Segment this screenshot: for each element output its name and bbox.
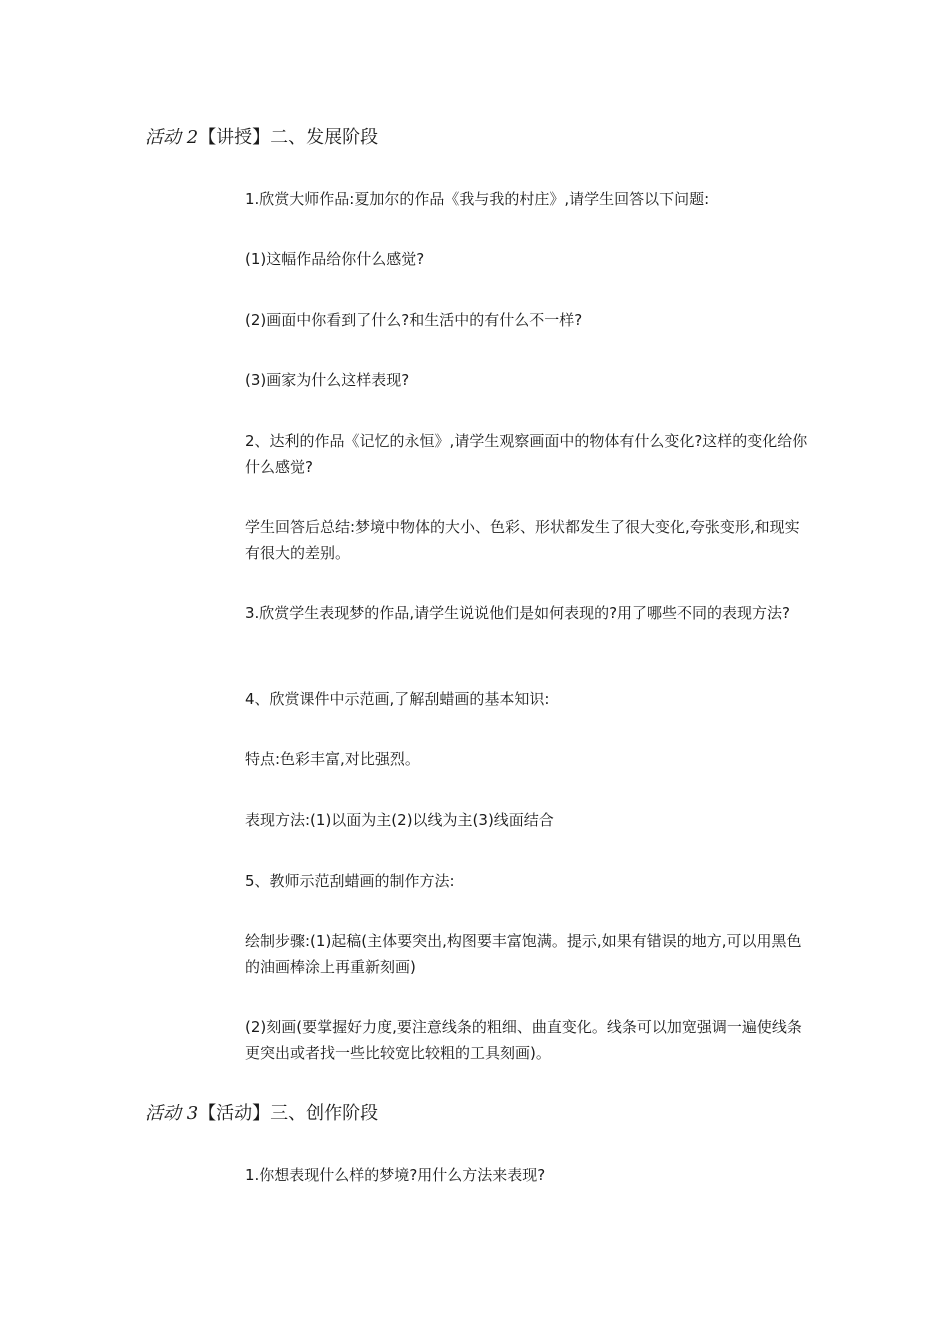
paragraph-steps: 绘制步骤:(1)起稿(主体要突出,构图要丰富饱满。提示,如果有错误的地方,可以用黑色的油画棒涂上再重新刻画): [245, 932, 802, 976]
paragraph-question-1: (1)这幅作品给你什么感觉?: [245, 250, 425, 268]
paragraph-methods: 表现方法:(1)以面为主(2)以线为主(3)线面结合: [245, 811, 554, 829]
paragraph-4: 4、欣赏课件中示范画,了解刮蜡画的基本知识:: [245, 690, 550, 708]
section-heading-activity-2: [145, 126, 378, 150]
paragraph-3: 3.欣赏学生表现梦的作品,请学生说说他们是如何表现的?用了哪些不同的表现方法?: [245, 604, 791, 622]
section-title: 【活动】三、创作阶段: [198, 1103, 379, 1124]
section-title: 【讲授】二、发展阶段: [198, 127, 379, 148]
activity-label: 活动 2: [145, 127, 199, 148]
section-heading-activity-3: [145, 1102, 378, 1126]
paragraph-engraving: (2)刻画(要掌握好力度,要注意线条的粗细、曲直变化。线条可以加宽强调一遍使线条更突出或者找一些比较宽比较粗的工具刻画)。: [245, 1018, 802, 1062]
paragraph-5: 5、教师示范刮蜡画的制作方法:: [245, 872, 455, 890]
paragraph-features: 特点:色彩丰富,对比强烈。: [245, 750, 420, 768]
paragraph-question-2: (2)画面中你看到了什么?和生活中的有什么不一样?: [245, 311, 583, 329]
paragraph-2: 2、达利的作品《记忆的永恒》,请学生观察画面中的物体有什么变化?这样的变化给你什么感觉?: [245, 432, 808, 476]
paragraph-summary: 学生回答后总结:梦境中物体的大小、色彩、形状都发生了很大变化,夸张变形,和现实有很大的差别。: [245, 518, 800, 562]
paragraph-question-3: (3)画家为什么这样表现?: [245, 371, 410, 389]
paragraph-creation-1: 1.你想表现什么样的梦境?用什么方法来表现?: [245, 1166, 546, 1184]
paragraph-1: 1.欣赏大师作品:夏加尔的作品《我与我的村庄》,请学生回答以下问题:: [245, 190, 710, 208]
activity-label: 活动 3: [145, 1103, 199, 1124]
